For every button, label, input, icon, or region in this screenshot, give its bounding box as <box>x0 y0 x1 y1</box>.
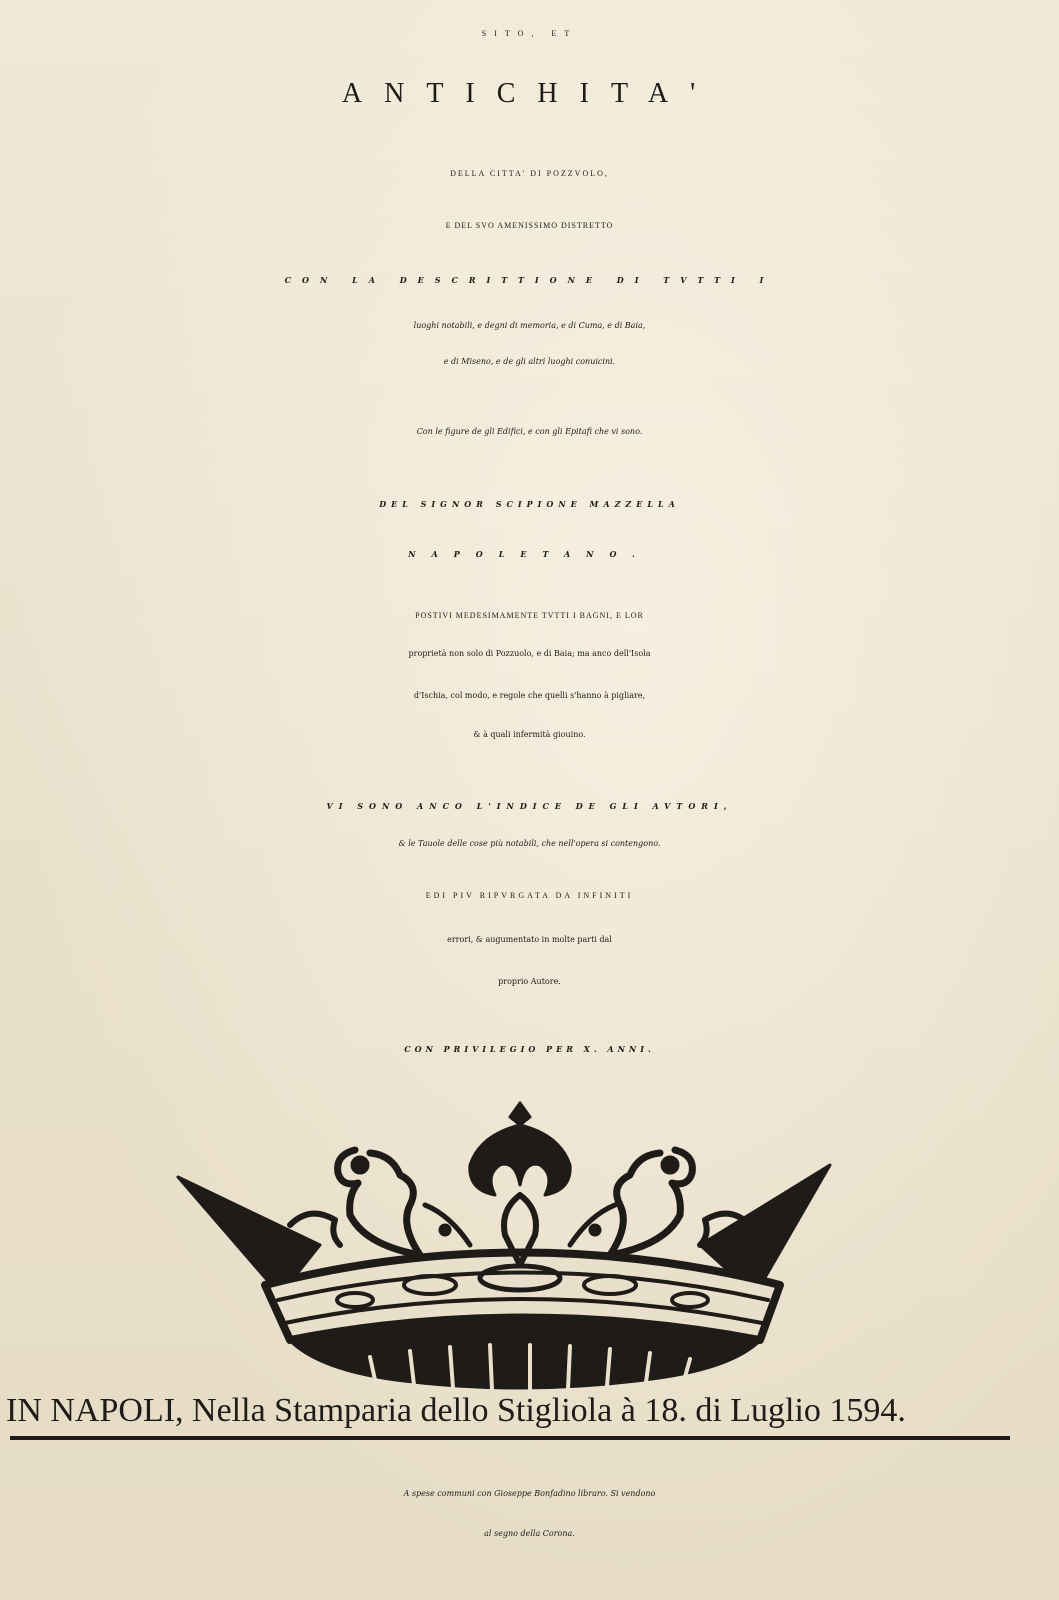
crown-woodcut-icon <box>170 1095 870 1395</box>
subtitle-figure: Con le figure de gli Edifici, e con gli Epitafi che vi sono. <box>416 427 643 436</box>
imprint-line: IN NAPOLI, Nella Stamparia dello Stigliola à 18. di Luglio 1594. <box>6 1392 906 1429</box>
bagni-line-1: proprietà non solo di Pozzuolo, e di Baia; ma anco dell'Isola <box>408 649 651 658</box>
publisher-line-2: al segno della Corona. <box>484 1529 575 1538</box>
bagni-line-2: d'Ischia, col modo, e regole che quelli s'hanno à pigliare, <box>413 691 646 700</box>
bagni-heading: POSTIVI MEDESIMAMENTE TVTTI I BAGNI, E LOR <box>415 611 644 620</box>
author-line: DEL SIGNOR SCIPIONE MAZZELLA <box>379 499 680 509</box>
privilegio-line: CON PRIVILEGIO PER X. ANNI. <box>404 1044 655 1054</box>
ripurgata-line-2: proprio Autore. <box>498 977 561 986</box>
author-origin: NAPOLETANO. <box>408 549 651 559</box>
indice-line: & le Tauole delle cose più notabili, che nell'opera si contengono. <box>398 839 661 848</box>
title-line-distretto: E DEL SVO AMENISSIMO DISTRETTO <box>445 221 614 230</box>
publisher-line-1: A spese communi con Gioseppe Bonfadino libraro. Si vendono <box>403 1489 656 1498</box>
subtitle-descrittione: CON LA DESCRITTIONE DI TVTTI I <box>284 275 775 285</box>
imprint-rule <box>10 1436 1010 1440</box>
title-line-citta: DELLA CITTA' DI POZZVOLO, <box>450 169 609 178</box>
subtitle-luoghi: luoghi notabili, e degni di memoria, e di Cuma, e di Baia, <box>413 321 646 330</box>
title-line-sito-et: SITO, ET <box>481 29 578 38</box>
ripurgata-heading: EDI PIV RIPVRGATA DA INFINITI <box>425 891 634 900</box>
indice-heading: VI SONO ANCO L'INDICE DE GLI AVTORI, <box>326 801 733 811</box>
subtitle-miseno: e di Miseno, e de gli altri luoghi conuicini. <box>443 357 616 366</box>
title-main-antichita: ANTICHITA' <box>341 78 718 109</box>
ripurgata-line-1: errori, & augumentato in molte parti dal <box>447 935 612 944</box>
bagni-line-3: & à quali infermità giouino. <box>473 730 586 739</box>
